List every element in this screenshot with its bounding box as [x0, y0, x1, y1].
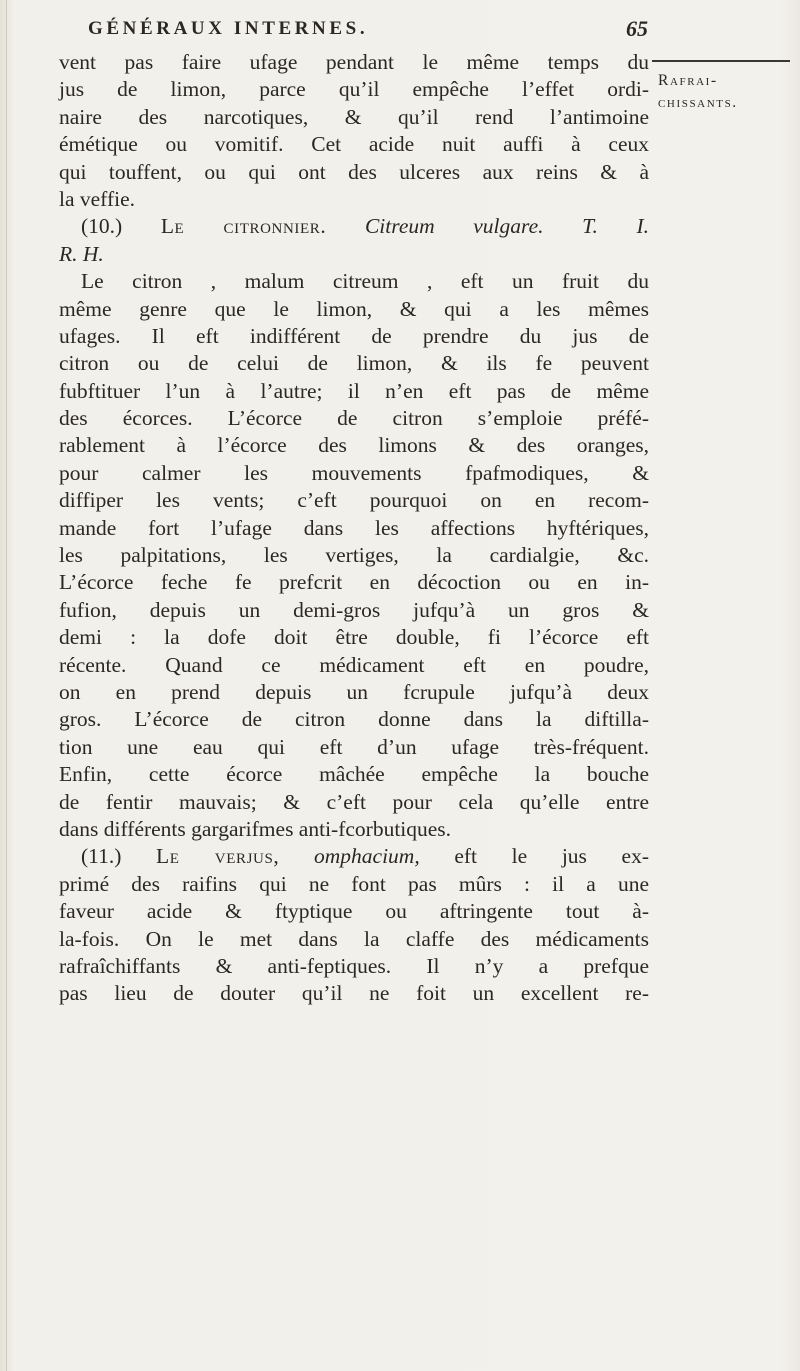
- text-line: Le citron , malum citreum , eft un fruit du: [81, 269, 649, 294]
- main-text: [59, 49, 649, 1008]
- margin-note: [658, 70, 798, 114]
- text-line: tion une eau qui eft d’un ufage très-fréquent.: [59, 734, 649, 759]
- page-gutter: [6, 0, 7, 1371]
- text-line: des écorces. L’écorce de citron s’emploie préfé-: [59, 406, 649, 431]
- text-line: citron ou de celui de limon, & ils fe peuvent: [59, 351, 649, 376]
- entry-number: (10.): [81, 214, 123, 239]
- text-line: vent pas faire ufage pendant le même temps du: [59, 50, 649, 74]
- text-line: primé des raifins qui ne font pas mûrs : il a une: [59, 871, 649, 896]
- text-line: naire des narcotiques, & qu’il rend l’antimoine: [59, 104, 649, 129]
- text-line: dans différents gargarifmes anti-fcorbutiques.: [59, 816, 452, 841]
- entry-latin-name: omphacium,: [314, 844, 420, 869]
- entry-title: Le citronnier.: [160, 214, 327, 239]
- text-line: jus de limon, parce qu’il empêche l’effet ordi-: [59, 77, 649, 102]
- text-line: L’écorce feche fe prefcrit en décoction ou en in-: [59, 570, 649, 595]
- page-number: 65: [626, 16, 648, 41]
- text-line: diffiper les vents; c’eft pourquoi on en recom-: [59, 488, 649, 513]
- margin-note-line-1: Rafrai-: [658, 72, 718, 89]
- margin-note-line-2: chissants.: [658, 94, 738, 111]
- entry-text: eft le jus ex-: [454, 844, 650, 869]
- text-line: de fentir mauvais; & c’eft pour cela qu’elle entre: [59, 789, 649, 814]
- text-line: fufion, depuis un demi-gros jufqu’à un gros &: [59, 597, 649, 622]
- text-line: pas lieu de douter qu’il ne foit un excellent re-: [59, 981, 649, 1006]
- text-line: pour calmer les mouvements fpafmodiques, &: [59, 460, 649, 485]
- text-line: fubftituer l’un à l’autre; il n’en eft pas de même: [59, 378, 649, 403]
- text-line: on en prend depuis un fcrupule jufqu’à deux: [59, 679, 649, 704]
- entry-latin-continuation: R. H.: [59, 241, 104, 266]
- running-head-title: GÉNÉRAUX INTERNES.: [88, 18, 369, 39]
- text-line: faveur acide & ftyptique ou aftringente tout à-: [59, 899, 649, 924]
- entry-latin-name: Citreum vulgare. T. I.: [364, 214, 650, 239]
- text-line: qui touffent, ou qui ont des ulceres aux reins & à: [59, 159, 649, 184]
- text-line: mande fort l’ufage dans les affections hyftériques,: [59, 515, 649, 540]
- entry-10-heading: [59, 213, 649, 240]
- text-line: émétique ou vomitif. Cet acide nuit auffi à ceux: [59, 132, 649, 157]
- text-line: rafraîchiffants & anti-feptiques. Il n’y a prefque: [59, 953, 649, 978]
- text-line: la veffie.: [59, 186, 136, 211]
- text-line: Enfin, cette écorce mâchée empêche la bouche: [59, 762, 649, 787]
- text-line: demi : la dofe doit être double, fi l’écorce eft: [59, 625, 649, 650]
- text-line: ufages. Il eft indifférent de prendre du jus de: [59, 323, 649, 348]
- entry-11-heading: [59, 843, 649, 870]
- text-line: les palpitations, les vertiges, la cardialgie, &c.: [59, 543, 649, 568]
- entry-title: Le verjus,: [156, 844, 280, 869]
- text-line: rablement à l’écorce des limons & des oranges,: [59, 433, 649, 458]
- text-line: récente. Quand ce médicament eft en poudre,: [59, 652, 649, 677]
- text-line: la-fois. On le met dans la claffe des médicaments: [59, 926, 649, 951]
- margin-rule: [652, 60, 790, 62]
- running-head: [88, 14, 648, 44]
- text-line: même genre que le limon, & qui a les mêmes: [59, 296, 649, 321]
- text-line: gros. L’écorce de citron donne dans la diftilla-: [59, 707, 649, 732]
- entry-number: (11.): [81, 844, 122, 869]
